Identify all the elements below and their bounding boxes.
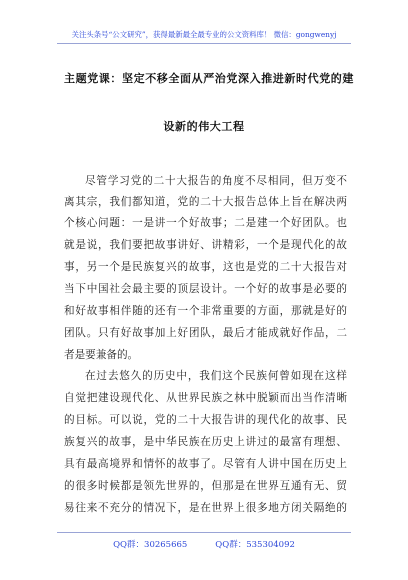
page-footer xyxy=(0,538,408,550)
paragraph-line: 易往来不充分的情况下，是在世界上很多地方闭关隔绝的 xyxy=(64,502,347,514)
paragraph-line: 的很多时候都是领先世界的，但那是在世界互通有无、贸 xyxy=(64,480,347,492)
footer-divider xyxy=(57,532,351,533)
page-header: 关注头条号“公文研究”，获得最新最全最专业的公文资料库！ 微信：gongwenyj xyxy=(71,30,337,39)
document-title-line-1: 主题党课：坚定不移全面从严治党深入推进新时代党的建 xyxy=(64,72,354,85)
paragraph-line: 在过去悠久的历史中，我们这个民族何曾如现在这样 xyxy=(85,370,347,382)
paragraph-line: 团队。只有好故事加上好团队，最后才能成就好作品，二 xyxy=(64,327,347,339)
footer-qq-group-2: QQ群：535304092 xyxy=(215,540,295,550)
paragraph-line: 者是要兼备的。 xyxy=(64,349,139,361)
paragraph-line: 事，另一个是民族复兴的故事，这也是党的二十大报告对 xyxy=(64,261,347,273)
paragraph-line: 族复兴的故事，是中华民族在历史上讲过的最富有理想、 xyxy=(64,436,347,448)
paragraph-line: 就是说，我们要把故事讲好、讲精彩，一个是现代化的故 xyxy=(64,239,347,251)
paragraph-line: 的目标。可以说，党的二十大报告讲的现代化的故事、民 xyxy=(64,414,347,426)
paragraph-line: 个核心问题：一是讲一个好故事；二是建一个好团队。也 xyxy=(64,217,347,229)
paragraph-line: 尽管学习党的二十大报告的角度不尽相同，但万变不 xyxy=(85,175,347,187)
paragraph-line: 离其宗，我们都知道，党的二十大报告总体上旨在解决两 xyxy=(64,196,347,208)
footer-qq-group-1: QQ群：30265665 xyxy=(113,540,188,550)
header-divider xyxy=(57,43,351,44)
paragraph-line: 具有最高境界和情怀的故事了。尽管有人讲中国在历史上 xyxy=(64,458,347,470)
paragraph-line: 自觉把建设现代化、从世界民族之林中脱颖而出当作清晰 xyxy=(64,392,347,404)
paragraph-line: 和好故事相伴随的还有一个非常重要的方面，那就是好的 xyxy=(64,305,347,317)
document-title-line-2: 设新的伟大工程 xyxy=(163,120,245,133)
paragraph-line: 当下中国社会最主要的顶层设计。一个好的故事是必要的 xyxy=(64,283,347,295)
